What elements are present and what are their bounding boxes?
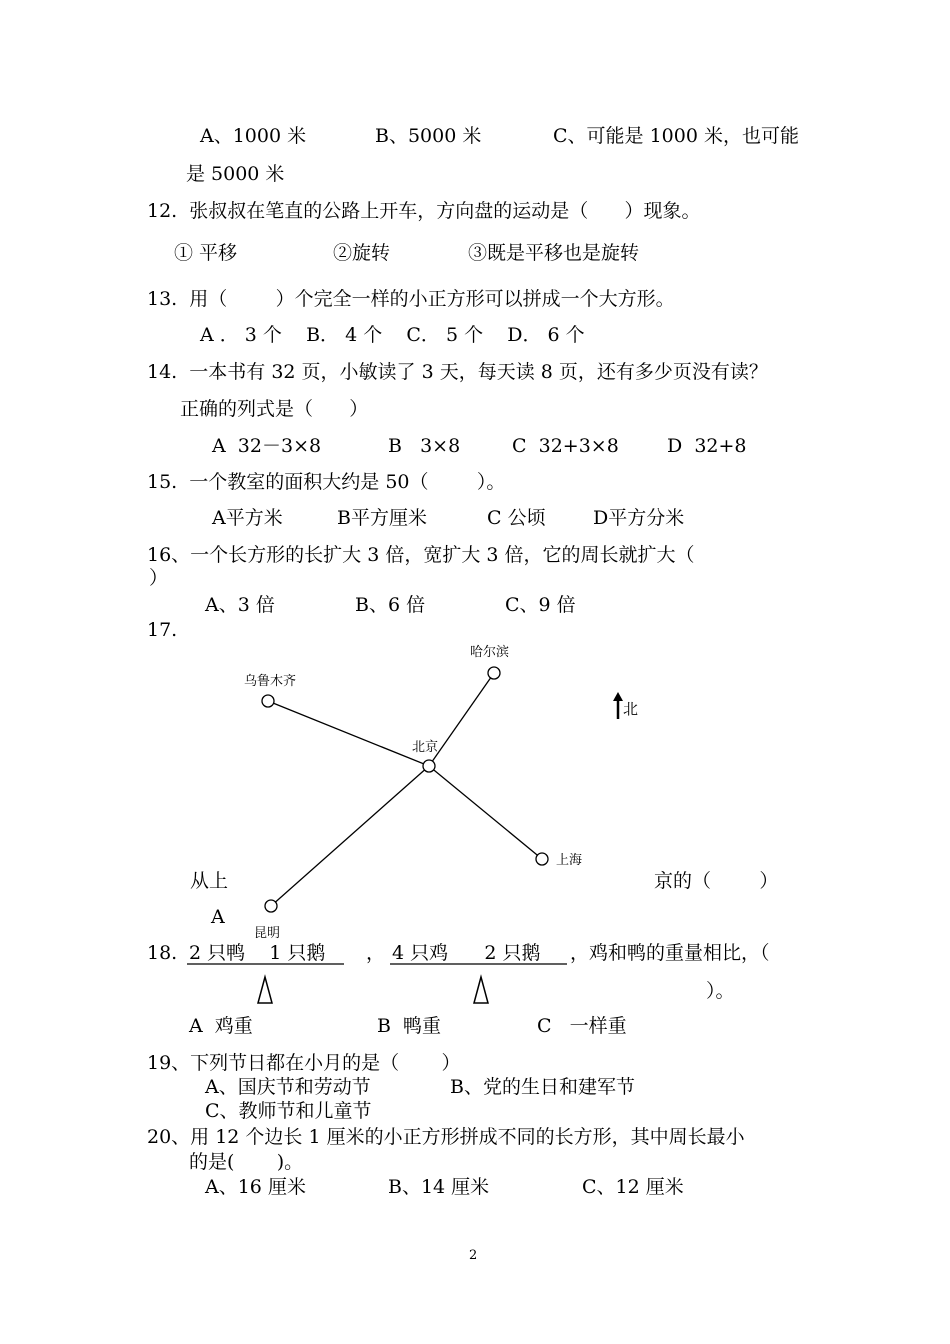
page-number: 2 (469, 1248, 478, 1263)
q15-option-c: C 公顷 (487, 507, 546, 529)
q16-stem: 16、一个长方形的长扩大 3 倍，宽扩大 3 倍，它的周长就扩大（ (147, 544, 695, 566)
q20-option-c: C、12 厘米 (582, 1176, 684, 1198)
q16-option-c: C、9 倍 (505, 594, 576, 616)
q12-stem: 12. 张叔叔在笔直的公路上开车，方向盘的运动是（ ）现象。 (147, 200, 701, 222)
q12-option-1: ① 平移 (174, 242, 238, 264)
q18-option-c: C 一样重 (537, 1015, 627, 1037)
city-label-kunming: 昆明 (254, 926, 281, 941)
q15-option-d: D平方分米 (593, 507, 685, 529)
q18-number: 18. (147, 942, 178, 964)
q20-stem: 20、用 12 个边长 1 厘米的小正方形拼成不同的长方形，其中周长最小 (147, 1126, 745, 1148)
q20-option-b: B、14 厘米 (388, 1176, 490, 1198)
q17-number: 17. (147, 619, 178, 641)
city-label-urumqi: 乌鲁木齐 (244, 674, 297, 689)
q13-stem: 13. 用（ ）个完全一样的小正方形可以拼成一个大方形。 (147, 288, 675, 310)
q14-option-c: C 32+3×8 (512, 435, 619, 457)
route-shanghai (429, 766, 542, 859)
city-node-harbin (488, 667, 500, 679)
q18-option-a: A 鸡重 (189, 1015, 253, 1037)
city-node-beijing (423, 760, 435, 772)
q15-option-b: B平方厘米 (337, 507, 427, 529)
q18-separator: ， (366, 942, 386, 964)
q18-stem-tail: ，鸡和鸭的重量相比，（ (570, 942, 770, 964)
q20-stem-continued: 的是( )。 (189, 1151, 304, 1173)
city-label-shanghai: 上海 (556, 853, 583, 868)
q12-option-2: ②旋转 (333, 242, 391, 264)
city-label-beijing: 北京 (412, 740, 439, 755)
q19-stem: 19、下列节日都在小月的是（ ） (147, 1052, 461, 1074)
q14-stem: 14. 一本书有 32 页，小敏读了 3 天，每天读 8 页，还有多少页没有读？ (147, 361, 768, 383)
q17-stem-right: 京的（ ） (654, 870, 779, 892)
q19-option-a: A、国庆节和劳动节 (205, 1076, 371, 1098)
q11-option-a: A、1000 米 (200, 125, 307, 147)
q14-option-a: A 32－3×8 (212, 435, 322, 457)
q17-option-a: A (211, 906, 225, 928)
q18-right-pan: 4 只鸡 2 只鹅 (392, 942, 541, 964)
q17-stem-left: 从上 (190, 870, 229, 892)
q14-option-b: B 3×8 (388, 435, 461, 457)
q13-options: A ． 3 个 B． 4 个 C． 5 个 D． 6 个 (200, 324, 585, 346)
q18-option-b: B 鸭重 (377, 1015, 442, 1037)
q14-option-d: D 32+8 (667, 435, 747, 457)
q16-option-a: A、3 倍 (205, 594, 275, 616)
q14-stem-continued: 正确的列式是（ ） (180, 398, 369, 420)
q16-option-b: B、6 倍 (355, 594, 426, 616)
city-node-kunming (265, 900, 277, 912)
city-node-urumqi (262, 695, 274, 707)
q19-option-c: C、教师节和儿童节 (205, 1100, 372, 1122)
route-harbin (429, 673, 494, 766)
fulcrum-right-icon (474, 977, 488, 1003)
north-label: 北 (623, 700, 639, 718)
q18-left-pan: 2 只鸭 1 只鹅 (189, 942, 326, 964)
route-kunming (271, 766, 429, 906)
q12-option-3: ③既是平移也是旋转 (468, 242, 640, 264)
q15-option-a: A平方米 (212, 507, 283, 529)
q15-stem: 15. 一个教室的面积大约是 50（ ）。 (147, 471, 506, 493)
q11-option-c: C、可能是 1000 米，也可能 (553, 125, 799, 147)
q11-option-c-continued: 是 5000 米 (186, 163, 285, 185)
q16-stem-continued: ） (149, 567, 169, 589)
city-node-shanghai (536, 853, 548, 865)
q18-stem-continued: ）。 (706, 980, 735, 1002)
north-arrowhead-icon (613, 692, 623, 701)
route-urumqi (268, 701, 429, 766)
fulcrum-left-icon (258, 977, 272, 1003)
q11-option-b: B、5000 米 (375, 125, 482, 147)
city-label-harbin: 哈尔滨 (470, 645, 510, 660)
q20-option-a: A、16 厘米 (205, 1176, 306, 1198)
q19-option-b: B、党的生日和建军节 (450, 1076, 635, 1098)
